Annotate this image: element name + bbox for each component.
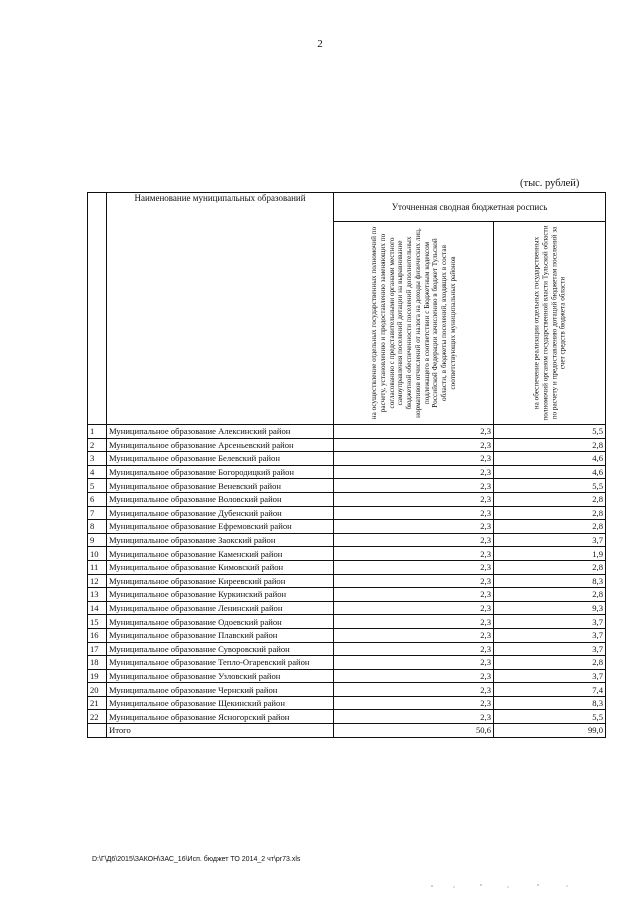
row-name: Муниципальное образование Каменский район <box>107 547 334 561</box>
table-row <box>88 696 606 710</box>
row-value-col2: 4,6 <box>494 465 606 479</box>
row-name: Муниципальное образование Одоевский район <box>107 615 334 629</box>
row-value-col2: 2,8 <box>494 492 606 506</box>
row-number: 6 <box>88 492 107 506</box>
row-number: 11 <box>88 560 107 574</box>
row-value-col1: 2,3 <box>334 710 494 724</box>
row-name: Муниципальное образование Дубенский район <box>107 506 334 520</box>
row-number: 5 <box>88 479 107 493</box>
row-value-col2: 3,7 <box>494 533 606 547</box>
row-name: Муниципальное образование Суворовский район <box>107 642 334 656</box>
budget-table <box>87 192 606 738</box>
name-column-header: Наименование муниципальных образований <box>107 193 334 425</box>
row-number: 14 <box>88 601 107 615</box>
row-value-col2: 2,8 <box>494 438 606 452</box>
row-number: 4 <box>88 465 107 479</box>
row-name: Муниципальное образование Чернский район <box>107 683 334 697</box>
row-value-col1: 2,3 <box>334 533 494 547</box>
row-number: 9 <box>88 533 107 547</box>
row-name: Муниципальное образование Куркинский район <box>107 588 334 602</box>
row-value-col1: 2,3 <box>334 465 494 479</box>
table-row <box>88 438 606 452</box>
row-number: 18 <box>88 656 107 670</box>
row-number: 21 <box>88 696 107 710</box>
row-value-col1: 2,3 <box>334 560 494 574</box>
row-name: Муниципальное образование Узловский район <box>107 669 334 683</box>
table-row <box>88 479 606 493</box>
table-row <box>88 506 606 520</box>
number-column-header <box>88 193 107 425</box>
table-row <box>88 642 606 656</box>
row-name: Муниципальное образование Кимовский район <box>107 560 334 574</box>
budget-group-header: Уточненная сводная бюджетная роспись <box>334 193 606 222</box>
row-value-col1: 2,3 <box>334 696 494 710</box>
table-row <box>88 425 606 439</box>
row-value-col2: 2,8 <box>494 560 606 574</box>
row-value-col2: 4,6 <box>494 452 606 466</box>
table-row <box>88 520 606 534</box>
row-value-col1: 2,3 <box>334 438 494 452</box>
table-row <box>88 683 606 697</box>
row-value-col1: 2,3 <box>334 669 494 683</box>
row-number: 12 <box>88 574 107 588</box>
col2-header-text: на обеспечение реализации отдельных государственных полномочий органом государственной власти Тульской области по расчету и предоставлению дотаций бюджетам поселений за счет средств бюджета области <box>531 225 567 421</box>
row-value-col1: 2,3 <box>334 601 494 615</box>
col1-header-text: на осуществление отдельных государственных полномочий по расчету, установлению и предоставлению заменяющих по согласованию с представительными органами местного самоуправления поселений дотации на выравнивание бюджетной обеспеченности поселений дополнительных нормативов отчислений от налога на доходы физических лиц, подлежащего в соответствии с Бюджетным кодексом Российской Федерации зачислению в бюджет Тульской области, в бюджеты поселений, входящих в состав соответствующих муниципальных районов <box>369 226 457 420</box>
row-value-col1: 2,3 <box>334 683 494 697</box>
row-number: 19 <box>88 669 107 683</box>
row-name: Муниципальное образование Арсеньевский район <box>107 438 334 452</box>
row-number: 20 <box>88 683 107 697</box>
row-value-col1: 2,3 <box>334 425 494 439</box>
row-name: Муниципальное образование Киреевский район <box>107 574 334 588</box>
row-number: 13 <box>88 588 107 602</box>
row-value-col2: 3,7 <box>494 628 606 642</box>
row-name: Муниципальное образование Щекинский район <box>107 696 334 710</box>
row-value-col1: 2,3 <box>334 656 494 670</box>
table-row <box>88 574 606 588</box>
table-row <box>88 465 606 479</box>
row-value-col1: 2,3 <box>334 574 494 588</box>
row-value-col1: 2,3 <box>334 628 494 642</box>
page-number: 2 <box>317 38 323 50</box>
row-name: Муниципальное образование Алексинский район <box>107 425 334 439</box>
total-value-col1: 50,6 <box>334 724 494 738</box>
row-value-col2: 5,5 <box>494 710 606 724</box>
table-row <box>88 710 606 724</box>
row-value-col1: 2,3 <box>334 642 494 656</box>
row-number: 1 <box>88 425 107 439</box>
table-row <box>88 601 606 615</box>
row-name: Муниципальное образование Воловский район <box>107 492 334 506</box>
row-value-col2: 8,3 <box>494 574 606 588</box>
table-row <box>88 588 606 602</box>
row-value-col1: 2,3 <box>334 452 494 466</box>
table-row <box>88 533 606 547</box>
row-value-col1: 2,3 <box>334 588 494 602</box>
row-name: Муниципальное образование Ленинский район <box>107 601 334 615</box>
row-value-col2: 5,5 <box>494 479 606 493</box>
total-label: Итого <box>107 724 334 738</box>
row-number: 10 <box>88 547 107 561</box>
table-row <box>88 669 606 683</box>
row-value-col2: 5,5 <box>494 425 606 439</box>
row-name: Муниципальное образование Ефремовский район <box>107 520 334 534</box>
row-value-col2: 3,7 <box>494 642 606 656</box>
table-body <box>88 425 606 738</box>
total-row <box>88 724 606 738</box>
row-value-col2: 2,8 <box>494 588 606 602</box>
table-row <box>88 628 606 642</box>
total-number <box>88 724 107 738</box>
total-value-col2: 99,0 <box>494 724 606 738</box>
row-value-col1: 2,3 <box>334 492 494 506</box>
row-value-col2: 2,8 <box>494 520 606 534</box>
row-value-col2: 3,7 <box>494 669 606 683</box>
row-value-col1: 2,3 <box>334 547 494 561</box>
table-row <box>88 615 606 629</box>
row-number: 8 <box>88 520 107 534</box>
row-name: Муниципальное образование Белевский район <box>107 452 334 466</box>
row-name: Муниципальное образование Ясногорский район <box>107 710 334 724</box>
row-value-col1: 2,3 <box>334 479 494 493</box>
table-row <box>88 492 606 506</box>
row-value-col2: 7,4 <box>494 683 606 697</box>
table-row <box>88 560 606 574</box>
row-name: Муниципальное образование Заокский район <box>107 533 334 547</box>
row-name: Муниципальное образование Веневский район <box>107 479 334 493</box>
row-number: 7 <box>88 506 107 520</box>
row-number: 15 <box>88 615 107 629</box>
row-value-col2: 1,9 <box>494 547 606 561</box>
row-value-col1: 2,3 <box>334 506 494 520</box>
table-row <box>88 452 606 466</box>
row-number: 16 <box>88 628 107 642</box>
row-name: Муниципальное образование Тепло-Огаревский район <box>107 656 334 670</box>
row-value-col2: 8,3 <box>494 696 606 710</box>
row-name: Муниципальное образование Богородицкий район <box>107 465 334 479</box>
table-row <box>88 547 606 561</box>
row-number: 2 <box>88 438 107 452</box>
col2-header <box>494 222 606 425</box>
row-value-col2: 2,8 <box>494 656 606 670</box>
col1-header <box>334 222 494 425</box>
footer-file-path: D:\Г\Д6\2015\ЗАКОН\ЗАС_16\Исп. бюджет ТО 2014_2 чт\pr73.xls <box>92 856 301 863</box>
row-name: Муниципальное образование Плавский район <box>107 628 334 642</box>
row-value-col1: 2,3 <box>334 615 494 629</box>
row-value-col1: 2,3 <box>334 520 494 534</box>
row-number: 17 <box>88 642 107 656</box>
scan-specks <box>420 880 580 892</box>
row-value-col2: 3,7 <box>494 615 606 629</box>
units-label: (тыс. рублей) <box>520 178 580 189</box>
row-number: 3 <box>88 452 107 466</box>
row-number: 22 <box>88 710 107 724</box>
table-row <box>88 656 606 670</box>
row-value-col2: 2,8 <box>494 506 606 520</box>
row-value-col2: 9,3 <box>494 601 606 615</box>
